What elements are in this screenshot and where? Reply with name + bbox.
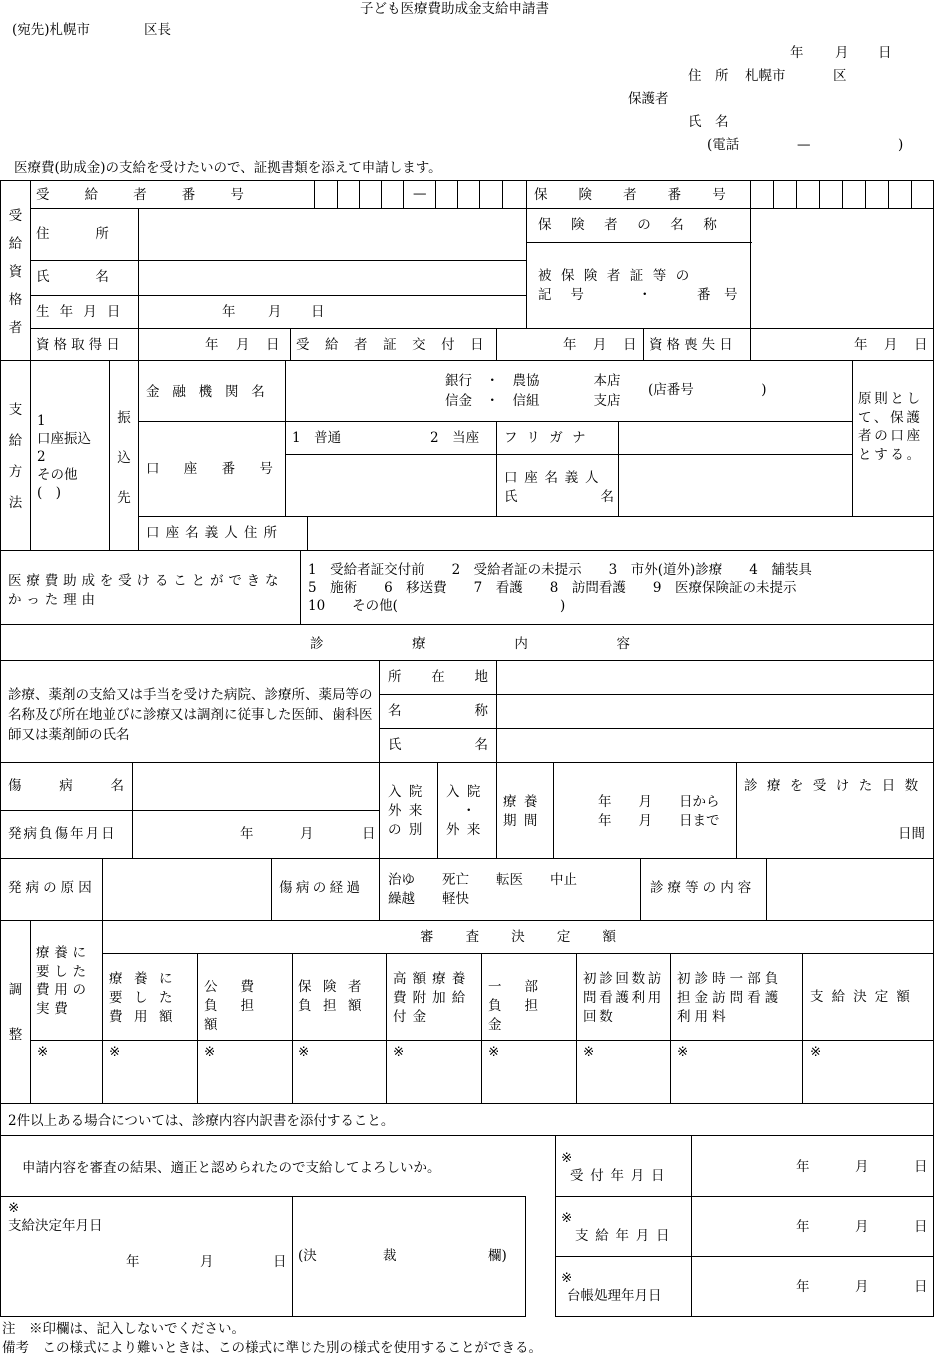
inout-label-3: の別 xyxy=(388,822,430,838)
inout-label-1: 入院 xyxy=(388,784,430,800)
paid-day[interactable]: 日 xyxy=(914,1219,928,1235)
birth-year[interactable]: 年 xyxy=(222,304,236,320)
acquired-day[interactable]: 日 xyxy=(266,337,280,353)
reason-options-1[interactable]: 1 受給者証交付前 2 受給者証の未提示 3 市外(道外)診療 4 舗装具 xyxy=(308,562,812,578)
reason-options-3[interactable]: 10 その他( ) xyxy=(308,598,566,614)
section-recipient: 受 給 資 格 者 xyxy=(8,208,23,336)
recipient-number-label: 受給者番号 xyxy=(36,187,279,203)
bank-type-line1[interactable]: 銀行 ・ 農協 本店 xyxy=(445,373,621,389)
col-high-cost-benefit: 高額療養費附加給付金 xyxy=(393,971,472,1025)
phone-dash: — xyxy=(797,137,811,153)
ledger-year[interactable]: 年 xyxy=(796,1279,810,1295)
days-treated-label: 診療を受けた日数 xyxy=(744,778,928,794)
birth-month[interactable]: 月 xyxy=(268,304,282,320)
mark-2: ※ xyxy=(109,1044,121,1060)
treatment-period-label-2: 期間 xyxy=(503,813,545,829)
account-type-current[interactable]: 2 当座 xyxy=(430,430,480,446)
onset-month[interactable]: 月 xyxy=(300,826,314,842)
lost-year[interactable]: 年 xyxy=(854,337,868,353)
practitioner-name-label: 氏 名 xyxy=(388,737,488,753)
col-insurer-burden: 保険者負担額 xyxy=(298,979,373,1014)
period-from[interactable]: 年 月 日から xyxy=(598,794,720,810)
name-field-label: 氏名 xyxy=(36,269,155,285)
approval-column-close: 欄) xyxy=(488,1248,507,1264)
mark-1: ※ xyxy=(37,1044,49,1060)
treatment-heading: 診 療 内 容 xyxy=(310,636,630,652)
lost-day[interactable]: 日 xyxy=(914,337,928,353)
received-mark: ※ xyxy=(561,1150,573,1166)
decision-year[interactable]: 年 xyxy=(126,1254,140,1270)
reason-label: 医療費助成を受けることができなかった理由 xyxy=(8,573,284,608)
disease-course-options-1[interactable]: 治ゆ 死亡 転医 中止 xyxy=(388,872,577,888)
date-year[interactable]: 年 xyxy=(790,45,804,61)
treatment-content-label: 診療等の内容 xyxy=(650,880,756,896)
name-label: 氏 名 xyxy=(688,114,729,130)
mark-5: ※ xyxy=(393,1044,405,1060)
issued-day[interactable]: 日 xyxy=(623,337,637,353)
account-number-label: 口座番号 xyxy=(146,461,298,477)
received-date-label: 受付年月日 xyxy=(570,1168,672,1184)
section-adjustment: 調 整 xyxy=(8,981,23,1043)
mark-8: ※ xyxy=(677,1044,689,1060)
bank-type-line2[interactable]: 信金 ・ 信組 支店 xyxy=(445,393,621,409)
mark-9: ※ xyxy=(810,1044,822,1060)
address-label: 住 所 xyxy=(688,68,729,84)
recipient-number-dash: — xyxy=(413,186,427,202)
account-holder-label-1: 口座名義人 xyxy=(504,470,606,486)
birth-date-label: 生年月日 xyxy=(36,304,131,320)
col-public-expense: 公費負担額 xyxy=(204,979,277,1033)
review-amount-heading: 審 査 決 定 額 xyxy=(420,929,616,945)
col-payment-amount: 支給決定額 xyxy=(810,989,918,1005)
cause-label: 発病の原因 xyxy=(8,880,96,896)
ledger-mark: ※ xyxy=(561,1270,573,1286)
address-city: 札幌市 xyxy=(745,68,786,84)
form-title: 子ども医療費助成金支給申請書 xyxy=(360,1,549,17)
guardian-label: 保護者 xyxy=(628,91,669,107)
birth-day[interactable]: 日 xyxy=(311,304,325,320)
account-holder-label-2: 氏 名 xyxy=(504,489,614,505)
account-type-normal[interactable]: 1 普通 xyxy=(292,430,342,446)
insurance-card-label-1: 被保険者証等の xyxy=(538,268,699,284)
period-to[interactable]: 年 月 日まで xyxy=(598,813,720,829)
lost-month[interactable]: 月 xyxy=(884,337,898,353)
date-month[interactable]: 月 xyxy=(835,45,849,61)
addressee: (宛先)札幌市 区長 xyxy=(12,22,172,38)
phone-close: ) xyxy=(898,137,904,153)
acquired-date-label: 資格取得日 xyxy=(36,337,124,353)
decision-day[interactable]: 日 xyxy=(273,1254,287,1270)
ledger-day[interactable]: 日 xyxy=(914,1279,928,1295)
issued-month[interactable]: 月 xyxy=(593,337,607,353)
payment-options[interactable]: 1 口座振込 2 その他 ( ) xyxy=(37,413,91,501)
provider-description: 診療、薬剤の支給又は手当を受けた病院、診療所、薬局等の名称及び所在地並びに診療又は調剤に従事した医師、歯科医師又は薬剤師の氏名 xyxy=(8,687,373,743)
onset-day[interactable]: 日 xyxy=(362,826,376,842)
days-unit[interactable]: 日間 xyxy=(898,826,925,842)
attachment-note: 2件以上ある場合については、診療内容内訳書を添付すること。 xyxy=(8,1113,395,1129)
ledger-date-label: 台帳処理年月日 xyxy=(567,1288,662,1304)
paid-mark: ※ xyxy=(561,1210,573,1226)
decision-month[interactable]: 月 xyxy=(200,1254,214,1270)
footnote-remarks: 備考 この様式により難いときは、この様式に準じた別の様式を使用することができる。 xyxy=(2,1340,542,1356)
address-field-label: 住所 xyxy=(36,226,155,242)
transfer-destination-label: 振 込 先 xyxy=(117,410,131,506)
approval-column-mid: 裁 xyxy=(383,1248,397,1264)
onset-year[interactable]: 年 xyxy=(240,826,254,842)
required-cost-label: 療養に要した費用の実費 xyxy=(36,945,91,1017)
received-day[interactable]: 日 xyxy=(914,1159,928,1175)
decision-date-label: 支給決定年月日 xyxy=(8,1218,103,1234)
lost-date-label: 資格喪失日 xyxy=(649,337,737,353)
paid-month[interactable]: 月 xyxy=(855,1219,869,1235)
disease-course-options-2[interactable]: 繰越 軽快 xyxy=(388,891,469,907)
account-holder-address-label: 口座名義人住所 xyxy=(146,525,284,541)
insurance-card-label-2b: ・ xyxy=(638,287,652,303)
received-month[interactable]: 月 xyxy=(855,1159,869,1175)
col-treatment-cost: 療養に要した費用額 xyxy=(109,971,184,1025)
approval-column-open: (決 xyxy=(298,1248,317,1264)
date-day[interactable]: 日 xyxy=(878,45,892,61)
treatment-period-label-1: 療養 xyxy=(503,794,545,810)
address-ward: 区 xyxy=(833,68,847,84)
intro-text: 医療費(助成金)の支給を受けたいので、証拠書類を添えて申請します。 xyxy=(14,160,442,176)
inout-option-inpatient[interactable]: 入院 xyxy=(446,784,488,800)
provider-location-label: 所 在 地 xyxy=(388,669,488,685)
mark-3: ※ xyxy=(204,1044,216,1060)
principle-note: 原則として、保護者の口座とする。 xyxy=(858,391,923,463)
acquired-year[interactable]: 年 xyxy=(205,337,219,353)
inout-option-separator: ・ xyxy=(462,803,476,819)
phone-open: (電話 xyxy=(707,137,740,153)
approval-question: 申請内容を審査の結果、適正と認められたので支給してよろしいか。 xyxy=(22,1160,441,1176)
ledger-month[interactable]: 月 xyxy=(855,1279,869,1295)
reason-options-2[interactable]: 5 施術 6 移送費 7 看護 8 訪問看護 9 医療保険証の未提示 xyxy=(308,580,797,596)
bank-name-label: 金融機関名 xyxy=(146,384,278,400)
provider-name-label: 名 称 xyxy=(388,703,488,719)
insurer-name-label: 保険者の名称 xyxy=(538,217,737,233)
decision-mark: ※ xyxy=(8,1200,20,1216)
inout-label-2: 外来 xyxy=(388,803,430,819)
inout-option-outpatient[interactable]: 外来 xyxy=(446,822,488,838)
issued-year[interactable]: 年 xyxy=(563,337,577,353)
col-copayment: 一部負担金 xyxy=(488,979,561,1033)
footnote-mark: 注 ※印欄は、記入しないでください。 xyxy=(2,1321,245,1337)
disease-name-label: 傷 病 名 xyxy=(8,778,124,794)
disease-course-label: 傷病の経過 xyxy=(279,880,364,896)
section-payment: 支 給 方 法 xyxy=(8,401,23,511)
col-initial-copayment: 初診時一部負担金訪問看護利用料 xyxy=(677,971,783,1025)
insurer-number-label: 保険者番号 xyxy=(534,187,757,203)
mark-4: ※ xyxy=(298,1044,310,1060)
col-visit-count: 初診回数訪問看護利用回数 xyxy=(583,971,664,1025)
acquired-month[interactable]: 月 xyxy=(236,337,250,353)
insurance-card-label-2c: 番 号 xyxy=(697,287,738,303)
furigana-label: フリガナ xyxy=(504,430,596,446)
paid-year[interactable]: 年 xyxy=(796,1219,810,1235)
issued-date-label: 受給者証交付日 xyxy=(296,337,500,353)
received-year[interactable]: 年 xyxy=(796,1159,810,1175)
branch-number[interactable]: (店番号 ) xyxy=(648,382,767,398)
mark-6: ※ xyxy=(488,1044,500,1060)
onset-date-label: 発病負傷年月日 xyxy=(8,826,117,842)
paid-date-label: 支給年月日 xyxy=(575,1228,677,1244)
mark-7: ※ xyxy=(583,1044,595,1060)
insurance-card-label-2a: 記 号 xyxy=(538,287,587,303)
